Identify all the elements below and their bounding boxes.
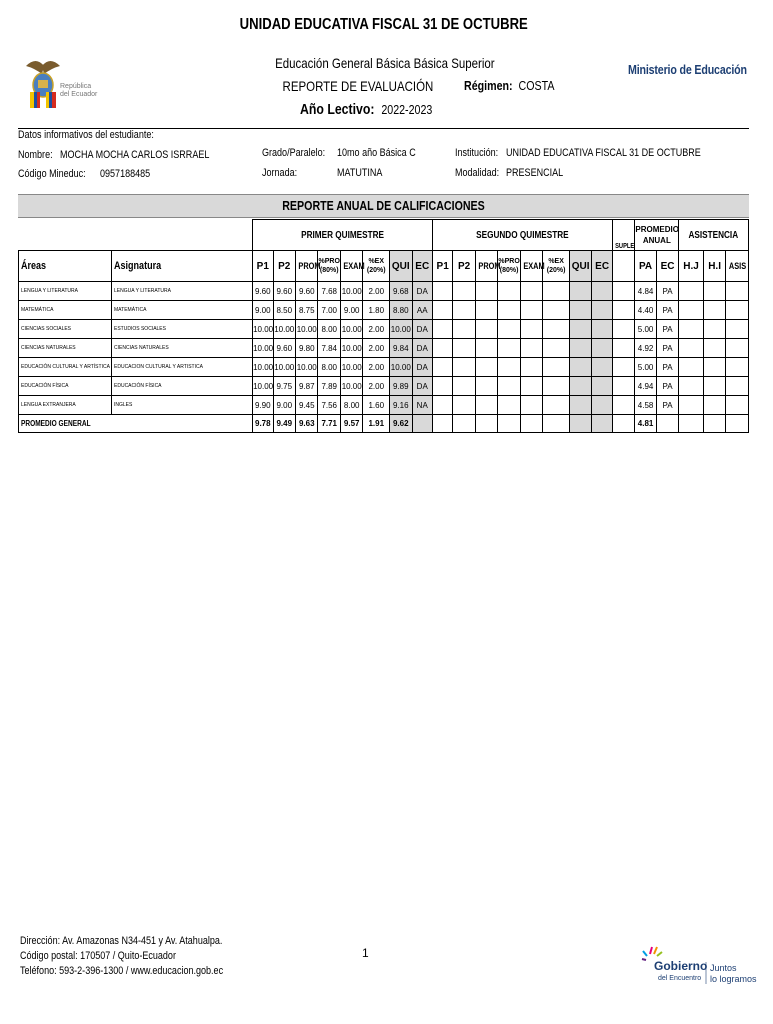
average-cell [520, 415, 542, 433]
pa-ec-cell: PA [656, 396, 679, 415]
q2-ec-cell [592, 358, 612, 377]
regimen-label: Régimen: [464, 78, 513, 93]
pa-ec-cell: PA [656, 358, 679, 377]
q2-p1-cell [432, 320, 452, 339]
grade-label: Grado/Paralelo: [262, 147, 326, 159]
p1-cell: 10.00 [253, 358, 273, 377]
regimen [464, 78, 574, 93]
name-value: MOCHA MOCHA CARLOS ISRRAEL [60, 149, 210, 161]
ec-cell: DA [412, 339, 432, 358]
average-ex20: 1.91 [363, 415, 390, 433]
ec-cell: AA [412, 301, 432, 320]
q2-ex20-cell [543, 396, 570, 415]
hj-cell [679, 282, 704, 301]
pro80-cell: 7.56 [318, 396, 340, 415]
qui-cell: 9.16 [390, 396, 412, 415]
subject-cell: ESTUDIOS SOCIALES [112, 320, 253, 339]
qui-cell: 10.00 [390, 358, 412, 377]
col-qui-2: QUI [569, 251, 591, 282]
col-areas: Áreas [19, 251, 112, 282]
area-cell: LENGUA EXTRANJERA [19, 396, 112, 415]
col-p1: P1 [253, 251, 273, 282]
q2-ec-cell [592, 301, 612, 320]
qui-cell: 9.68 [390, 282, 412, 301]
q2-pro80-cell [498, 282, 520, 301]
p2-cell: 10.00 [273, 320, 295, 339]
column-header-row [19, 251, 749, 282]
col-pa-ec: EC [656, 251, 679, 282]
annual-average-header: PROMEDIO ANUAL [635, 220, 679, 251]
q2-exam-cell [520, 396, 542, 415]
q2-ec-cell [592, 282, 612, 301]
hj-cell [679, 301, 704, 320]
subject-cell: INGLES [112, 396, 253, 415]
q2-p1-cell [432, 396, 452, 415]
average-p2: 9.49 [273, 415, 295, 433]
table-row [19, 396, 749, 415]
pro80-cell: 7.00 [318, 301, 340, 320]
hi-cell [703, 339, 725, 358]
q2-prom-cell [475, 358, 497, 377]
area-cell: CIENCIAS SOCIALES [19, 320, 112, 339]
q2-qui-cell [569, 396, 591, 415]
hj-cell [679, 339, 704, 358]
pa-ec-cell: PA [656, 320, 679, 339]
average-cell [569, 415, 591, 433]
pa-ec-cell: PA [656, 282, 679, 301]
col-pct-ex-2: %EX (20%) [543, 251, 570, 282]
regimen-value: COSTA [518, 78, 555, 93]
p1-cell: 10.00 [253, 320, 273, 339]
q2-p2-cell [453, 282, 475, 301]
area-cell: EDUCACIÓN FÍSICA [19, 377, 112, 396]
school-title: UNIDAD EDUCATIVA FISCAL 31 DE OCTUBRE [239, 16, 529, 33]
slogan-line-1: Juntos [710, 963, 737, 973]
prom-cell: 8.75 [296, 301, 318, 320]
grades-table [18, 219, 749, 433]
q2-pro80-cell [498, 301, 520, 320]
q2-p2-cell [453, 377, 475, 396]
gov-line-1: Gobierno [654, 959, 708, 973]
exam-cell: 10.00 [340, 339, 362, 358]
school-year [300, 101, 461, 118]
asis-cell [726, 301, 749, 320]
q2-p1-cell [432, 339, 452, 358]
col-asis: ASIS [726, 251, 749, 282]
ex20-cell: 2.00 [363, 339, 390, 358]
col-suple [612, 251, 634, 282]
ex20-cell: 2.00 [363, 320, 390, 339]
p2-cell: 9.00 [273, 396, 295, 415]
q2-qui-cell [569, 301, 591, 320]
table-row [19, 282, 749, 301]
grade-value: 10mo año Básica C [337, 147, 416, 159]
pa-cell: 4.58 [635, 396, 656, 415]
average-cell [543, 415, 570, 433]
exam-cell: 10.00 [340, 377, 362, 396]
ec-cell: DA [412, 282, 432, 301]
q2-ex20-cell [543, 282, 570, 301]
suple-cell [612, 339, 634, 358]
hi-cell [703, 377, 725, 396]
suple-cell [612, 377, 634, 396]
prom-cell: 9.45 [296, 396, 318, 415]
shift-value: MATUTINA [337, 167, 383, 179]
pro80-cell: 7.89 [318, 377, 340, 396]
table-row [19, 339, 749, 358]
q2-prom-cell [475, 282, 497, 301]
subject-cell: CIENCIAS NATURALES [112, 339, 253, 358]
q2-p1-cell [432, 377, 452, 396]
qui-cell: 9.89 [390, 377, 412, 396]
institution-value: UNIDAD EDUCATIVA FISCAL 31 DE OCTUBRE [506, 147, 701, 159]
q2-exam-cell [520, 282, 542, 301]
subject-cell: EDUCACIÓN FÍSICA [112, 377, 253, 396]
exam-cell: 10.00 [340, 282, 362, 301]
footer-phone: Teléfono: 593-2-396-1300 / www.educacion.gob.ec [20, 965, 224, 977]
institution-label: Institución: [455, 147, 499, 159]
q2-exam-cell [520, 377, 542, 396]
hi-cell [703, 282, 725, 301]
footer-address: Dirección: Av. Amazonas N34-451 y Av. Atahualpa. [20, 935, 223, 947]
average-pa: 4.81 [635, 415, 656, 433]
hi-cell [703, 396, 725, 415]
hj-cell [679, 320, 704, 339]
col-p2: P2 [273, 251, 295, 282]
suple-header: SUPLE [612, 220, 634, 251]
page-number: 1 [362, 946, 369, 960]
shift-label: Jornada: [262, 167, 298, 179]
average-ec [412, 415, 432, 433]
blank-corner [19, 220, 253, 251]
q2-p2-cell [453, 396, 475, 415]
pa-cell: 4.92 [635, 339, 656, 358]
p2-cell: 9.60 [273, 282, 295, 301]
year-label: Año Lectivo: [300, 101, 375, 118]
q2-prom-cell [475, 377, 497, 396]
area-cell: EDUCACIÓN CULTURAL Y ARTÍSTICA [19, 358, 112, 377]
col-p1-2: P1 [432, 251, 452, 282]
modality-value: PRESENCIAL [506, 167, 564, 179]
q2-ex20-cell [543, 358, 570, 377]
q2-ec-cell [592, 377, 612, 396]
qui-cell: 9.84 [390, 339, 412, 358]
col-pa: PA [635, 251, 656, 282]
p2-cell: 9.60 [273, 339, 295, 358]
ec-cell: NA [412, 396, 432, 415]
p2-cell: 9.75 [273, 377, 295, 396]
pa-ec-cell: PA [656, 301, 679, 320]
gov-line-2: del Encuentro [658, 975, 702, 982]
prom-cell: 9.87 [296, 377, 318, 396]
q2-pro80-cell [498, 377, 520, 396]
area-cell: CIENCIAS NATURALES [19, 339, 112, 358]
suple-cell [612, 358, 634, 377]
hj-cell [679, 358, 704, 377]
col-ec-2: EC [592, 251, 612, 282]
subject-cell: EDUCACION CULTURAL Y ARTISTICA [112, 358, 253, 377]
q2-qui-cell [569, 358, 591, 377]
average-cell [726, 415, 749, 433]
prom-cell: 10.00 [296, 358, 318, 377]
table-row [19, 320, 749, 339]
subject-cell: LENGUA Y LITERATURA [112, 282, 253, 301]
q2-pro80-cell [498, 320, 520, 339]
hj-cell [679, 377, 704, 396]
q2-prom-cell [475, 396, 497, 415]
p2-cell: 10.00 [273, 358, 295, 377]
average-cell [432, 415, 452, 433]
average-cell [475, 415, 497, 433]
average-row [19, 415, 749, 433]
ec-cell: DA [412, 377, 432, 396]
q2-prom-cell [475, 320, 497, 339]
pro80-cell: 8.00 [318, 358, 340, 377]
report-title: REPORTE ANUAL DE CALIFICACIONES [18, 194, 749, 218]
q2-ec-cell [592, 320, 612, 339]
average-cell [703, 415, 725, 433]
ex20-cell: 2.00 [363, 377, 390, 396]
q2-p1-cell [432, 282, 452, 301]
group-header-row [19, 220, 749, 251]
q2-prom-cell [475, 339, 497, 358]
exam-cell: 10.00 [340, 358, 362, 377]
q2-pro80-cell [498, 358, 520, 377]
asis-cell [726, 377, 749, 396]
asis-cell [726, 282, 749, 301]
table-row [19, 358, 749, 377]
average-cell [592, 415, 612, 433]
asis-cell [726, 320, 749, 339]
p1-cell: 9.90 [253, 396, 273, 415]
average-qui: 9.62 [390, 415, 412, 433]
q2-qui-cell [569, 339, 591, 358]
q2-ex20-cell [543, 320, 570, 339]
col-pct-pro: %PRO (80%) [318, 251, 340, 282]
pa-ec-cell: PA [656, 339, 679, 358]
average-exam: 9.57 [340, 415, 362, 433]
asis-cell [726, 358, 749, 377]
p1-cell: 10.00 [253, 339, 273, 358]
pa-cell: 4.84 [635, 282, 656, 301]
p1-cell: 10.00 [253, 377, 273, 396]
ec-cell: DA [412, 358, 432, 377]
ex20-cell: 2.00 [363, 358, 390, 377]
report-name: REPORTE DE EVALUACIÓN [282, 78, 434, 94]
suple-cell [612, 320, 634, 339]
q2-exam-cell [520, 358, 542, 377]
hi-cell [703, 301, 725, 320]
q2-exam-cell [520, 320, 542, 339]
qui-cell: 10.00 [390, 320, 412, 339]
footer-contact [20, 934, 268, 979]
pa-cell: 5.00 [635, 320, 656, 339]
q2-qui-cell [569, 377, 591, 396]
table-row [19, 301, 749, 320]
col-p2-2: P2 [453, 251, 475, 282]
seal-text-2: del Ecuador [60, 91, 98, 98]
suple-cell [612, 282, 634, 301]
p1-cell: 9.60 [253, 282, 273, 301]
q2-exam-cell [520, 301, 542, 320]
hi-cell [703, 358, 725, 377]
average-cell [498, 415, 520, 433]
ex20-cell: 2.00 [363, 282, 390, 301]
q2-pro80-cell [498, 339, 520, 358]
code-value: 0957188485 [100, 168, 151, 180]
q2-ex20-cell [543, 339, 570, 358]
prom-cell: 9.80 [296, 339, 318, 358]
ex20-cell: 1.80 [363, 301, 390, 320]
ex20-cell: 1.60 [363, 396, 390, 415]
name-label: Nombre: [18, 149, 53, 161]
col-hj: H.J [679, 251, 704, 282]
asis-cell [726, 339, 749, 358]
grades-table-body [19, 282, 749, 415]
q2-p2-cell [453, 339, 475, 358]
table-row [19, 377, 749, 396]
col-prom-2: PROM [475, 251, 497, 282]
q2-p2-cell [453, 301, 475, 320]
pro80-cell: 7.84 [318, 339, 340, 358]
q2-qui-cell [569, 282, 591, 301]
average-pro80: 7.71 [318, 415, 340, 433]
footer-postal: Código postal: 170507 / Quito-Ecuador [20, 950, 176, 962]
col-pct-pro-2: %PRO (80%) [498, 251, 520, 282]
q2-exam-cell [520, 339, 542, 358]
area-cell: LENGUA Y LITERATURA [19, 282, 112, 301]
subject-cell: MATEMÁTICA [112, 301, 253, 320]
hj-cell [679, 396, 704, 415]
q2-p1-cell [432, 301, 452, 320]
prom-cell: 10.00 [296, 320, 318, 339]
seal-text-1: República [60, 83, 92, 90]
education-level: Educación General Básica Básica Superior [275, 55, 495, 71]
pro80-cell: 7.68 [318, 282, 340, 301]
col-prom: PROM [296, 251, 318, 282]
exam-cell: 10.00 [340, 320, 362, 339]
suple-cell [612, 301, 634, 320]
pa-cell: 4.40 [635, 301, 656, 320]
col-qui: QUI [390, 251, 412, 282]
q2-p1-cell [432, 358, 452, 377]
q2-p2-cell [453, 358, 475, 377]
col-exam-2: EXAM [520, 251, 542, 282]
col-pct-ex: %EX (20%) [363, 251, 390, 282]
ec-cell: DA [412, 320, 432, 339]
average-cell [453, 415, 475, 433]
col-ec: EC [412, 251, 432, 282]
second-quimestre-header: SEGUNDO QUIMESTRE [432, 220, 612, 251]
slogan-line-2: lo logramos [710, 974, 757, 984]
code-label: Código Mineduc: [18, 168, 86, 180]
exam-cell: 8.00 [340, 396, 362, 415]
q2-qui-cell [569, 320, 591, 339]
average-prom: 9.63 [296, 415, 318, 433]
year-value: 2022-2023 [381, 102, 433, 117]
col-hi: H.I [703, 251, 725, 282]
area-cell: MATEMÁTICA [19, 301, 112, 320]
q2-ex20-cell [543, 301, 570, 320]
q2-pro80-cell [498, 396, 520, 415]
exam-cell: 9.00 [340, 301, 362, 320]
average-cell [656, 415, 679, 433]
pro80-cell: 8.00 [318, 320, 340, 339]
asis-cell [726, 396, 749, 415]
student-section-title: Datos informativos del estudiante: [18, 129, 154, 141]
pa-cell: 5.00 [635, 358, 656, 377]
ministry-logo: Ministerio de Educación [628, 62, 747, 77]
average-cell [612, 415, 634, 433]
q2-prom-cell [475, 301, 497, 320]
q2-ec-cell [592, 339, 612, 358]
p1-cell: 9.00 [253, 301, 273, 320]
attendance-header: ASISTENCIA [679, 220, 749, 251]
gobierno-logo-icon [642, 944, 757, 994]
ecuador-coat-of-arms-icon [22, 52, 98, 114]
average-label: PROMEDIO GENERAL [19, 415, 253, 433]
pa-cell: 4.94 [635, 377, 656, 396]
q2-p2-cell [453, 320, 475, 339]
average-p1: 9.78 [253, 415, 273, 433]
col-exam: EXAM [340, 251, 362, 282]
hi-cell [703, 320, 725, 339]
p2-cell: 8.50 [273, 301, 295, 320]
first-quimestre-header: PRIMER QUIMESTRE [253, 220, 433, 251]
prom-cell: 9.60 [296, 282, 318, 301]
q2-ec-cell [592, 396, 612, 415]
qui-cell: 8.80 [390, 301, 412, 320]
modality-label: Modalidad: [455, 167, 500, 179]
average-cell [679, 415, 704, 433]
suple-cell [612, 396, 634, 415]
q2-ex20-cell [543, 377, 570, 396]
pa-ec-cell: PA [656, 377, 679, 396]
col-asignatura: Asignatura [112, 251, 253, 282]
